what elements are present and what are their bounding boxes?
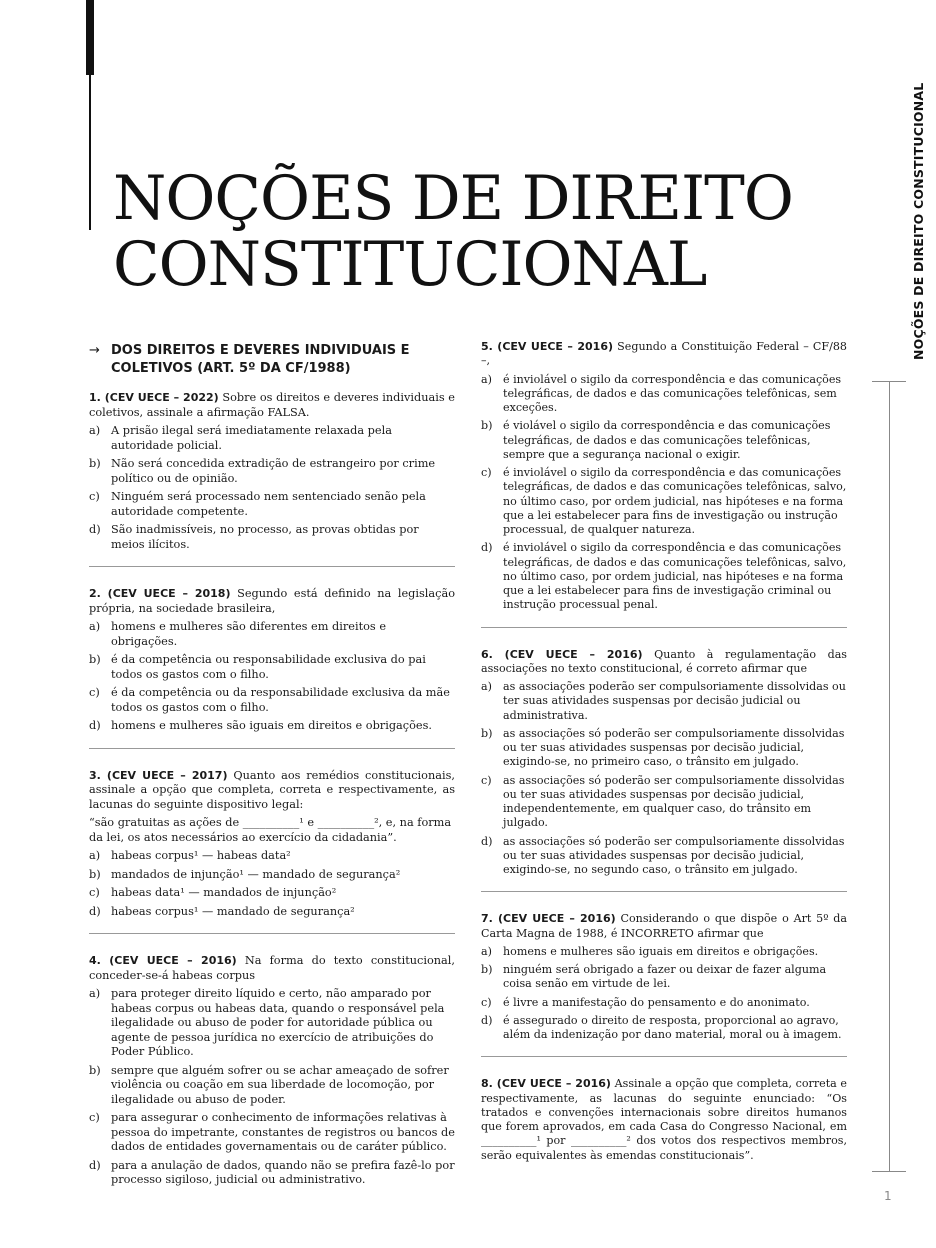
- question-number: 1. (CEV UECE – 2022): [89, 391, 219, 404]
- option-b: [89, 1064, 455, 1108]
- option-label: c): [89, 1111, 100, 1124]
- question-8: [481, 1077, 847, 1163]
- option-d: [89, 1159, 455, 1188]
- option-d: [481, 1014, 847, 1043]
- arrow-right-icon: →: [89, 343, 100, 358]
- option-b: [481, 727, 847, 770]
- right-column: [481, 340, 847, 1167]
- option-text: é inviolável o sigilo da correspondência e das comunicações telegráficas, de dados e das comunicações telefônicas, sem exceções.: [503, 372, 842, 414]
- option-label: d): [481, 541, 493, 555]
- left-column: [89, 340, 455, 1192]
- option-a: [89, 424, 455, 453]
- option-label: b): [89, 653, 101, 666]
- side-rule-vertical: [889, 381, 890, 1171]
- option-text: habeas data¹ — mandados de injunção²: [111, 886, 337, 899]
- question-number: 7. (CEV UECE – 2016): [481, 912, 616, 926]
- top-accent-bar: [86, 0, 94, 75]
- option-d: [481, 541, 847, 612]
- option-text: homens e mulheres são iguais em direitos e obrigações.: [111, 719, 432, 732]
- question-number: 8. (CEV UECE – 2016): [481, 1077, 611, 1091]
- side-running-title: [897, 82, 926, 360]
- question-3: [89, 769, 455, 920]
- question-text: Quanto à regulamentação das associações no texto constitucional, é correto afirmar que: [481, 647, 847, 675]
- question-4: [89, 954, 455, 1188]
- question-stem: [481, 1077, 847, 1163]
- option-label: b): [89, 457, 101, 470]
- option-b: [481, 419, 847, 462]
- option-c: [481, 996, 847, 1010]
- option-text: para proteger direito líquido e certo, não amparado por habeas corpus ou habeas data, quando o responsável pela ilegalidade ou abuso de poder for autoridade pública ou agente de pessoa jurídica no exercício de atribuições do Poder Público.: [111, 987, 445, 1058]
- question-stem: [481, 648, 847, 677]
- option-label: c): [89, 490, 100, 503]
- side-running-title-text: NOÇÕES DE DIREITO CONSTITUCIONAL: [911, 82, 926, 360]
- option-text: para assegurar o conhecimento de informações relativas à pessoa do impetrante, constantes de registros ou bancos de dados de entidades governamentais ou de caráter público.: [111, 1111, 455, 1153]
- option-d: [481, 835, 847, 878]
- option-d: [89, 719, 455, 734]
- option-label: a): [481, 944, 492, 958]
- option-a: [481, 680, 847, 723]
- option-text: as associações só poderão ser compulsoriamente dissolvidas ou ter suas atividades suspensas por decisão judicial, exigindo-se, no primeiro caso, o trânsito em julgado.: [503, 726, 845, 769]
- question-text: Segundo a Constituição Federal – CF/88 –,: [481, 340, 847, 368]
- option-label: b): [481, 419, 493, 433]
- option-label: a): [89, 849, 101, 862]
- question-stem: [481, 912, 847, 941]
- option-b: [89, 653, 455, 682]
- option-c: [89, 1111, 455, 1155]
- option-text: homens e mulheres são diferentes em direitos e obrigações.: [111, 620, 387, 648]
- option-text: habeas corpus¹ — habeas data²: [111, 849, 291, 862]
- option-label: d): [481, 1013, 493, 1027]
- option-text: é assegurado o direito de resposta, proporcional ao agravo, além da indenização por dano material, moral ou à imagem.: [503, 1013, 842, 1041]
- side-rule-bottom: [872, 1171, 906, 1172]
- option-label: c): [481, 773, 492, 787]
- question-text: Quanto aos remédios constitucionais, assinale a opção que completa, correta e respectivamente, as lacunas do seguinte dispositivo legal:: [89, 768, 455, 811]
- question-number: 2. (CEV UECE – 2018): [89, 587, 231, 600]
- option-label: a): [89, 424, 101, 437]
- divider: [89, 748, 455, 749]
- section-heading-text: DOS DIREITOS E DEVERES INDIVIDUAIS E COLETIVOS (ART. 5º DA CF/1988): [111, 343, 410, 376]
- divider: [481, 1056, 847, 1057]
- option-label: a): [481, 372, 492, 386]
- option-label: c): [481, 466, 492, 479]
- option-text: habeas corpus¹ — mandado de segurança²: [111, 904, 355, 918]
- option-text: é inviolável o sigilo da correspondência e das comunicações telegráficas, de dados e das comunicações telefônicas, salvo, no último caso, por ordem judicial, nas hipóteses e na forma que a lei estabelecer para fins de investigação criminal ou instrução processual penal.: [503, 541, 847, 612]
- option-text: Ninguém será processado nem sentenciado senão pela autoridade competente.: [111, 490, 426, 518]
- question-number: 4. (CEV UECE – 2016): [89, 954, 237, 967]
- option-c: [89, 686, 455, 715]
- option-text: Não será concedida extradição de estrangeiro por crime político ou de opinião.: [111, 457, 436, 485]
- question-6: [481, 648, 847, 878]
- option-a: [89, 849, 455, 864]
- option-text: ninguém será obrigado a fazer ou deixar de fazer alguma coisa senão em virtude de lei.: [503, 963, 827, 991]
- question-1: [89, 391, 455, 552]
- option-text: é da competência ou responsabilidade exclusiva do pai todos os gastos com o filho.: [111, 653, 426, 681]
- divider: [481, 891, 847, 892]
- question-stem: [89, 587, 455, 616]
- option-label: a): [89, 620, 101, 633]
- option-b: [89, 868, 455, 883]
- option-label: d): [89, 719, 101, 732]
- option-a: [481, 373, 847, 416]
- option-a: [481, 945, 847, 959]
- divider: [89, 566, 455, 567]
- option-text: A prisão ilegal será imediatamente relaxada pela autoridade policial.: [111, 424, 392, 452]
- page-title-line-2: CONSTITUCIONAL: [113, 229, 707, 300]
- option-label: c): [89, 686, 100, 699]
- option-label: c): [89, 886, 100, 899]
- option-a: [89, 987, 455, 1060]
- option-text: é livre a manifestação do pensamento e do anonimato.: [503, 995, 810, 1009]
- option-label: b): [89, 1063, 101, 1077]
- question-text: Sobre os direitos e deveres individuais e coletivos, assinale a afirmação FALSA.: [89, 391, 455, 419]
- question-7: [481, 912, 847, 1042]
- option-text: as associações poderão ser compulsoriamente dissolvidas ou ter suas atividades suspensas por decisão judicial ou administrativa.: [503, 680, 846, 722]
- question-text: Na forma do texto constitucional, conceder-se-á habeas corpus: [89, 954, 455, 982]
- option-text: as associações só poderão ser compulsoriamente dissolvidas ou ter suas atividades suspensas por decisão judicial, independentemente, em qualquer caso, do trânsito em julgado.: [503, 773, 845, 830]
- section-heading: [89, 342, 455, 378]
- question-2: [89, 587, 455, 734]
- page-number: 1: [884, 1189, 892, 1203]
- option-a: [89, 620, 455, 649]
- option-label: a): [89, 987, 101, 1000]
- option-label: d): [481, 834, 493, 848]
- question-text: Assinale a opção que completa, correta e respectivamente, as lacunas do seguinte enunciado: “Os tratados e convenções internacionais sobre direitos humanos que forem aprovados, em cada Casa do Congresso Nacional, em __________¹ por __________² dos votos dos respectivos membros, serão equivalentes às emendas constitucionais”.: [481, 1077, 847, 1162]
- option-text: São inadmissíveis, no processo, as provas obtidas por meios ilícitos.: [111, 523, 419, 551]
- option-text: mandados de injunção¹ — mandado de segurança²: [111, 867, 401, 881]
- question-number: 6. (CEV UECE – 2016): [481, 647, 643, 661]
- option-b: [89, 457, 455, 486]
- option-d: [89, 523, 455, 552]
- option-text: é violável o sigilo da correspondência e das comunicações telegráficas, de dados e das comunicações telefônicas, sempre que a segurança nacional o exigir.: [503, 419, 831, 461]
- question-number: 3. (CEV UECE – 2017): [89, 768, 228, 782]
- option-d: [89, 905, 455, 920]
- option-b: [481, 963, 847, 992]
- option-c: [89, 886, 455, 901]
- question-text: Considerando o que dispõe o Art 5º da Carta Magna de 1988, é INCORRETO afirmar que: [481, 912, 847, 940]
- legal-quote: “são gratuitas as ações de __________¹ e __________², e, na forma da lei, os atos necessários ao exercício da cidadania”.: [89, 816, 452, 844]
- option-text: é inviolável o sigilo da correspondência e das comunicações telegráficas, de dados e das comunicações telefônicas, salvo, no último caso, por ordem judicial, nas hipóteses e na forma que a lei estabelecer para fins de investigação ou instrução processual, de qualquer natureza.: [503, 466, 847, 536]
- option-label: b): [481, 963, 493, 976]
- option-c: [481, 466, 847, 537]
- option-text: para a anulação de dados, quando não se prefira fazê-lo por processo sigiloso, judicial ou administrativo.: [111, 1158, 455, 1186]
- page-title: [113, 163, 833, 300]
- option-label: d): [89, 1158, 101, 1172]
- option-label: d): [89, 523, 101, 536]
- option-label: b): [89, 867, 101, 881]
- option-label: b): [481, 726, 493, 740]
- question-5: [481, 340, 847, 613]
- page-title-line-1: NOÇÕES DE DIREITO: [113, 163, 793, 234]
- option-label: c): [481, 995, 492, 1009]
- option-text: é da competência ou da responsabilidade exclusiva da mãe todos os gastos com o filho.: [111, 686, 450, 714]
- question-stem: [481, 340, 847, 369]
- question-stem: [89, 769, 455, 813]
- option-text: as associações só poderão ser compulsoriamente dissolvidas ou ter suas atividades suspensas por decisão judicial, exigindo-se, no segundo caso, o trânsito em julgado.: [503, 834, 845, 876]
- option-label: a): [481, 680, 492, 693]
- option-text: homens e mulheres são iguais em direitos e obrigações.: [503, 944, 819, 958]
- option-text: sempre que alguém sofrer ou se achar ameaçado de sofrer violência ou coação em sua liberdade de locomoção, por ilegalidade ou abuso de poder.: [111, 1063, 449, 1106]
- divider: [89, 933, 455, 934]
- option-c: [89, 490, 455, 519]
- divider: [481, 627, 847, 628]
- question-text: Segundo está definido na legislação própria, na sociedade brasileira,: [89, 587, 455, 615]
- question-stem: [89, 391, 455, 420]
- question-stem: [89, 954, 455, 983]
- top-accent-line: [89, 75, 91, 230]
- question-number: 5. (CEV UECE – 2016): [481, 340, 613, 353]
- option-c: [481, 774, 847, 831]
- option-label: d): [89, 904, 101, 918]
